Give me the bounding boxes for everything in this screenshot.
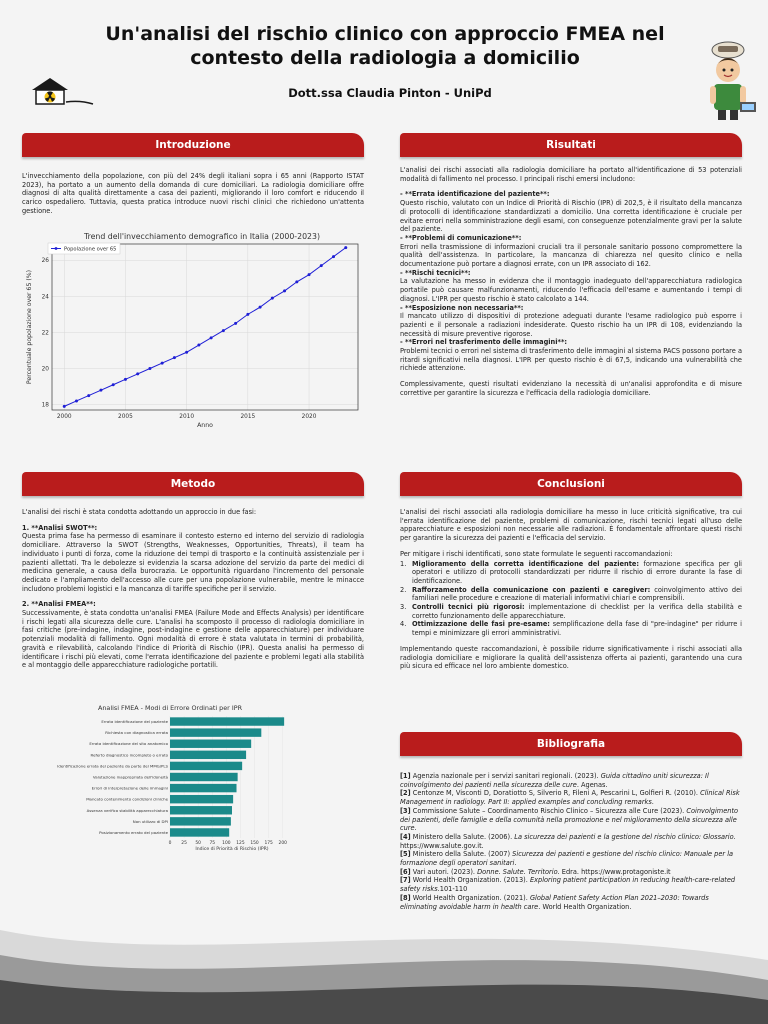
- fmea-body: Successivamente, è stata condotta un'analisi FMEA (Failure Mode and Effects Analysis) per identificare i rischi legati alla sicurezza delle cure. L'analisi ha scomposto il processo di radiologia domiciliare in fasi critiche (pre-indagine, indagine, post-indagine e gestione delle apparecchiature) per individuare potenziali modalità di fallimento. Ogni modalità di errore è stata valutata in termini di probabilità, gravità e rilevabilità, calcolando l'indice di Priorità di Rischio (IPR). Questa analisi ha permesso di identificare i rischi più elevati, come l'errata identificazione del paziente e problemi legati alla stabilità e al montaggio delle apparecchiature radiologiche portatili.: [22, 609, 364, 670]
- recommendation-title: Rafforzamento della comunicazione con pazienti e caregiver:: [412, 585, 651, 594]
- data-point: [234, 322, 237, 325]
- risk-item: [400, 234, 742, 269]
- bar: [170, 740, 251, 748]
- reference-number: [4]: [400, 832, 411, 841]
- reference-number: [5]: [400, 850, 411, 859]
- recommendation-item: [400, 560, 742, 586]
- bibliography-list: [400, 772, 742, 911]
- x-tick-label: 2010: [179, 414, 195, 420]
- reference-title: Exploring patient participation in reducing health-care-related safety risks: [400, 876, 736, 894]
- chart-fmea-bar: [22, 700, 302, 868]
- recommendation-body: implementazione di checklist per la verifica della stabilità e corretto funzionamento delle apparecchiature.: [412, 603, 742, 620]
- category-label: Valutazione inappropriata dell'idoneità: [92, 774, 168, 780]
- risk-item-body: Il mancato utilizzo di dispositivi di protezione adeguati durante l'esame radiologico può esporre i pazienti e il personale a radiazioni indesiderate. Questo rischio ha un IPR di 108, evidenziando la necessità di misure preventive rigorose.: [400, 312, 742, 338]
- radiation-logo-icon: [30, 76, 95, 106]
- reference-authors: World Health Organization. (2013).: [410, 876, 530, 885]
- risultati-intro: L'analisi dei rischi associati alla radiologia domiciliare ha portato all'identificazione di 53 potenziali modalità di fallimento nel processo. I principali rischi emersi includono:: [400, 166, 742, 183]
- recommendations-intro: Per mitigare i rischi identificati, sono state formulate le seguenti raccomandazioni:: [400, 549, 673, 558]
- metodo-intro: L'analisi dei rischi è stata condotta adottando un approccio in due fasi:: [22, 508, 257, 516]
- data-point: [295, 280, 298, 283]
- x-tick-label: 100: [222, 841, 231, 846]
- risk-item-body: La valutazione ha messo in evidenza che il montaggio inadeguato dell'apparecchiatura radiologica portatile può causare malfunzionamenti, riducendo l'efficacia dell'esame e aumentando i tempi di diagnosi. L'IPR per questo rischio è stato calcolato a 144.: [400, 277, 742, 303]
- x-axis-label: Indice di Priorità di Rischio (IPR): [195, 847, 269, 852]
- reference-source: .101-110: [437, 885, 468, 894]
- y-axis-label: Percentuale popolazione over 65 (%): [26, 269, 33, 385]
- reference-authors: World Health Organization. (2021).: [410, 893, 530, 902]
- section-header-introduzione: Introduzione: [22, 133, 364, 157]
- reference-authors: Commissione Salute – Coordinamento Rischio Clinico – Sicurezza alle Cure (2023).: [410, 806, 687, 815]
- reference-title: Coinvolgimento dei pazienti, delle famiglie e della comunità nella promozione e nel miglioramento della sicurezza alle cure: [400, 806, 739, 833]
- x-tick-label: 0: [168, 841, 172, 846]
- reference-authors: Ministero della Salute. (2007): [410, 850, 513, 859]
- intro-paragraph: L'invecchiamento della popolazione, con più del 24% degli italiani sopra i 65 anni (Rapporto ISTAT 2023), ha portato a un aumento della domanda di cure domiciliari. La radiologia domiciliare offre diagnosi di alta qualità direttamente a casa dei pazienti, migliorando il loro comfort e riducendo il carico ospedaliero. Tuttavia, questa pratica introduce nuovi rischi clinici che richiedono un'attenta gestione.: [22, 172, 364, 215]
- category-label: Identificazione errata del paziente da parte del MMG/PLS: [57, 763, 168, 769]
- risk-item: [400, 304, 742, 339]
- x-tick-label: 25: [181, 841, 187, 846]
- bar: [170, 817, 231, 825]
- reference-source: .: [514, 859, 517, 868]
- recommendation-number: 2.: [400, 585, 407, 594]
- recommendation-number: 3.: [400, 603, 407, 612]
- category-label: Errori di interpretazione delle immagini: [91, 785, 168, 791]
- bar: [170, 828, 229, 836]
- risk-item-title: - **Errori nel trasferimento delle immagini**:: [400, 338, 568, 347]
- risultati-closing: Complessivamente, questi risultati evidenziano la necessità di un'analisi approfondita e di misure correttive per garantire la sicurezza e l'efficacia della radiologia domiciliare.: [400, 380, 742, 397]
- reference-number: [3]: [400, 806, 411, 815]
- data-point: [308, 273, 311, 276]
- section-header-risultati: Risultati: [400, 133, 742, 157]
- chart-population-trend: [22, 226, 364, 434]
- reference-source: .: [414, 824, 417, 833]
- recommendation-title: Miglioramento della corretta identificazione del paziente:: [412, 559, 639, 568]
- metodo-text: [22, 508, 364, 670]
- y-tick-label: 22: [41, 330, 49, 337]
- reference-source: . World Health Organization.: [538, 902, 632, 911]
- data-point: [99, 389, 102, 392]
- conclusioni-paragraph: L'analisi dei rischi associati alla radiologia domiciliare ha messo in luce criticità significative, tra cui l'errata identificazione del paziente, problemi di comunicazione, rischi tecnici legati all'uso delle apparecchiature e esposizioni non necessarie alle radiazioni. È fondamentale affrontare questi rischi per garantire la sicurezza dei pazienti e l'efficacia del servizio.: [400, 508, 742, 543]
- footer-wave-decoration: [0, 900, 768, 1024]
- x-tick-label: 2015: [240, 414, 256, 420]
- fmea-title: 2. **Analisi FMEA**:: [22, 600, 96, 609]
- reference-title: Guida cittadino uniti sicurezza: Il coinvolgimento dei pazienti nella sicurezza delle cure: [400, 772, 709, 789]
- recommendation-body: formazione specifica per gli operatori e utilizzo di protocolli standardizzati per ridurre il rischio di errore durante la fase di identificazione.: [412, 559, 742, 585]
- reference-authors: Vari autori. (2023).: [410, 867, 478, 876]
- x-tick-label: 50: [195, 841, 201, 846]
- risk-item: [400, 338, 742, 373]
- chart-population-svg: [22, 226, 364, 434]
- category-label: Referto diagnostico incompleto o errato: [90, 752, 168, 758]
- recommendation-item: [400, 603, 742, 620]
- poster-title: Un'analisi del rischio clinico con approccio FMEA nel contesto della radiologia a domicilio: [105, 23, 665, 69]
- recommendation-number: 1.: [400, 559, 407, 568]
- reference-number: [2]: [400, 789, 411, 798]
- section-header-bibliografia: Bibliografia: [400, 732, 742, 756]
- data-point: [87, 394, 90, 397]
- data-point: [112, 383, 115, 386]
- chart-title: Trend dell'invecchiamento demografico in Italia (2000-2023): [83, 232, 321, 241]
- data-point: [173, 356, 176, 359]
- bibliography-entry: [400, 789, 742, 806]
- reference-number: [8]: [400, 893, 411, 902]
- bibliography-entry: [400, 833, 742, 850]
- data-point: [320, 264, 323, 267]
- category-label: Richiesta con diagnostica errata: [105, 730, 168, 736]
- bibliography-entry: [400, 876, 742, 893]
- y-tick-label: 18: [41, 402, 49, 409]
- recommendation-text: [412, 560, 742, 586]
- reference-number: [6]: [400, 867, 411, 876]
- risk-item: [400, 190, 742, 234]
- section-header-metodo: Metodo: [22, 472, 364, 496]
- x-axis-label: Anno: [197, 422, 213, 429]
- data-point: [210, 336, 213, 339]
- recommendation-body: semplificazione della fase di "pre-indagine" per ridurre i tempi e minimizzare gli errori amministrativi.: [412, 620, 742, 638]
- recommendation-text: [412, 603, 742, 620]
- y-tick-label: 20: [41, 366, 49, 373]
- swot-body: Questa prima fase ha permesso di esaminare il contesto esterno ed interno del servizio di radiologia domiciliare. Attraverso la SWOT (Strengths, Weaknesses, Opportunities, Threats), il team ha individuato i punti di forza, come la riduzione dei tempi di trasporto e la continuità assistenziale per i pazienti allettati. Tra le debolezze si evidenzia la scarsa adozione del servizio da parte dei medici di medicina generale, a causa della burocrazia. Le opportunità riguardano l'incremento del personale dedicato e l'ampliamento dell'accesso alle cure per una popolazione vulnerabile, mentre le minacce includono problemi logistici e la mancanza di tariffe specifiche per il servizio.: [22, 532, 364, 593]
- bibliography-entry: [400, 868, 742, 877]
- reference-number: [7]: [400, 876, 411, 885]
- y-tick-label: 26: [41, 258, 49, 265]
- bibliography-entry: [400, 772, 742, 789]
- bar: [170, 717, 284, 725]
- recommendation-title: Ottimizzazione delle fasi pre-esame:: [412, 620, 550, 629]
- risk-item-title: - **Rischi tecnici**:: [400, 268, 471, 277]
- fmea-block: [22, 600, 364, 670]
- swot-block: [22, 524, 364, 594]
- bar: [170, 795, 233, 803]
- x-tick-label: 2005: [118, 414, 133, 420]
- data-point: [283, 289, 286, 292]
- x-tick-label: 2000: [56, 414, 72, 420]
- recommendation-title: Controlli tecnici più rigorosi:: [412, 603, 525, 612]
- legend-label: Popolazione over 65: [64, 246, 117, 253]
- bibliography-entry: [400, 850, 742, 867]
- recommendation-item: [400, 586, 742, 603]
- data-point: [259, 306, 262, 309]
- risk-item-title: - **Problemi di comunicazione**:: [400, 233, 522, 242]
- section-header-conclusioni: Conclusioni: [400, 472, 742, 496]
- bibliography-entry: [400, 807, 742, 833]
- recommendation-item: [400, 620, 742, 637]
- reference-title: La sicurezza dei pazienti e la gestione del rischio clinico: Glossario: [514, 832, 734, 841]
- x-tick-label: 200: [278, 841, 287, 846]
- data-point: [246, 313, 249, 316]
- bar: [170, 728, 261, 736]
- data-point: [197, 344, 200, 347]
- bar: [170, 773, 238, 781]
- bar: [170, 806, 232, 814]
- data-point: [344, 246, 347, 249]
- reference-title: Clinical Risk Management in radiology. Part II: applied examples and concluding remarks: [400, 789, 740, 807]
- category-label: Errata identificazione del paziente: [101, 719, 168, 725]
- y-tick-label: 24: [41, 294, 49, 301]
- x-tick-label: 75: [209, 841, 216, 846]
- bar: [170, 751, 246, 759]
- category-label: Posizionamento errato del paziente: [99, 829, 168, 835]
- category-label: Mancato contenimento condizioni cliniche: [86, 796, 168, 802]
- x-tick-label: 175: [264, 841, 273, 846]
- x-tick-label: 150: [250, 841, 259, 846]
- category-label: Non utilizzo di DPI: [132, 818, 168, 824]
- reference-number: [1]: [400, 772, 411, 780]
- chart-legend: [48, 243, 120, 254]
- data-point: [222, 329, 225, 332]
- data-point: [136, 372, 139, 375]
- data-point: [332, 255, 335, 258]
- reference-source: . https://www.salute.gov.it.: [400, 832, 736, 850]
- bar: [170, 762, 242, 770]
- recommendation-body: coinvolgimento attivo dei familiari nelle procedure e creazione di materiali informativi chiari e comprensibili.: [412, 585, 743, 603]
- data-point: [161, 362, 164, 365]
- risk-item-title: - **Errata identificazione del paziente**:: [400, 190, 550, 199]
- reference-source: . Agenas.: [576, 780, 608, 789]
- risultati-text: [400, 166, 742, 405]
- data-point: [75, 399, 78, 402]
- reference-source: . Edra. https://www.protagoniste.it: [557, 867, 671, 876]
- chart-title: Analisi FMEA - Modi di Errore Ordinati per IPR: [97, 704, 243, 712]
- reference-authors: Agenzia nazionale per i servizi sanitari regionali. (2023).: [410, 772, 601, 780]
- data-point: [271, 297, 274, 300]
- data-point: [63, 405, 66, 408]
- x-tick-label: 125: [236, 841, 245, 846]
- series-line: [64, 248, 346, 407]
- risk-item: [400, 269, 742, 304]
- bar: [170, 784, 237, 792]
- recommendation-text: [412, 586, 742, 603]
- data-point: [148, 367, 151, 370]
- risk-item-body: Errori nella trasmissione di informazioni cruciali tra il personale sanitario possono compromettere la qualità dell'assistenza. In particolare, la mancanza di chiarezza nel quesito clinico e nella documentazione può portare a diagnosi errate, con un IPR associato di 162.: [400, 242, 742, 269]
- swot-title: 1. **Analisi SWOT**:: [22, 523, 98, 532]
- risk-item-body: Problemi tecnici o errori nel sistema di trasferimento delle immagini al sistema PACS possono portare a ritardi significativi nella diagnosi. L'IPR per questo rischio è di 67,5, indicando una vulnerabilità che richiede attenzione.: [400, 347, 742, 373]
- conclusioni-text: [400, 508, 742, 678]
- poster-author: Dott.ssa Claudia Pinton - UniPd: [288, 86, 492, 100]
- reference-source: .: [651, 798, 654, 807]
- risk-item-title: - **Esposizione non necessaria**:: [400, 303, 524, 312]
- reference-authors: Centonze M, Visconti D, Doratiotto S, Silverio R, Fileni A, Pescarini L, Golfieri R. (2010).: [410, 789, 701, 798]
- category-label: Assenza verifica stabilità apparecchiatura: [86, 807, 168, 813]
- risk-item-body: Questo rischio, valutato con un Indice di Priorità di Rischio (IPR) di 202,5, è il risultato della mancanza di protocolli di identificazione standardizzati a domicilio. Una corretta identificazione è cruciale per evitare errori nella somministrazione degli esami, con conseguenze potenzialmente gravi per la salute del paziente.: [400, 199, 742, 234]
- data-point: [124, 378, 127, 381]
- category-label: Errata identificazione del sito anatomico: [89, 741, 168, 747]
- recommendation-text: [412, 620, 742, 637]
- reference-title: Sicurezza dei pazienti e gestione del rischio clinico: Manuale per la formazione degli operatori sanitari: [400, 850, 734, 868]
- reference-title: Global Patient Safety Action Plan 2021–2030: Towards eliminating avoidable harm in health care: [400, 893, 709, 911]
- x-tick-label: 2020: [301, 414, 317, 420]
- recommendation-number: 4.: [400, 620, 407, 629]
- recommendations-list: [400, 560, 742, 638]
- risk-list: [400, 190, 742, 373]
- data-point: [185, 351, 188, 354]
- doctor-illustration-icon: [698, 40, 758, 122]
- chart-fmea-svg: [22, 700, 302, 868]
- reference-authors: Ministero della Salute. (2006).: [410, 832, 515, 841]
- conclusioni-closing: Implementando queste raccomandazioni, è possibile ridurre significativamente i rischi associati alla radiologia domiciliare e migliorare la qualità dell'assistenza offerta ai pazienti, garantendo una cura più sicura ed efficace nel loro ambiente domestico.: [400, 644, 742, 671]
- reference-title: Donne. Salute. Territorio: [477, 867, 558, 876]
